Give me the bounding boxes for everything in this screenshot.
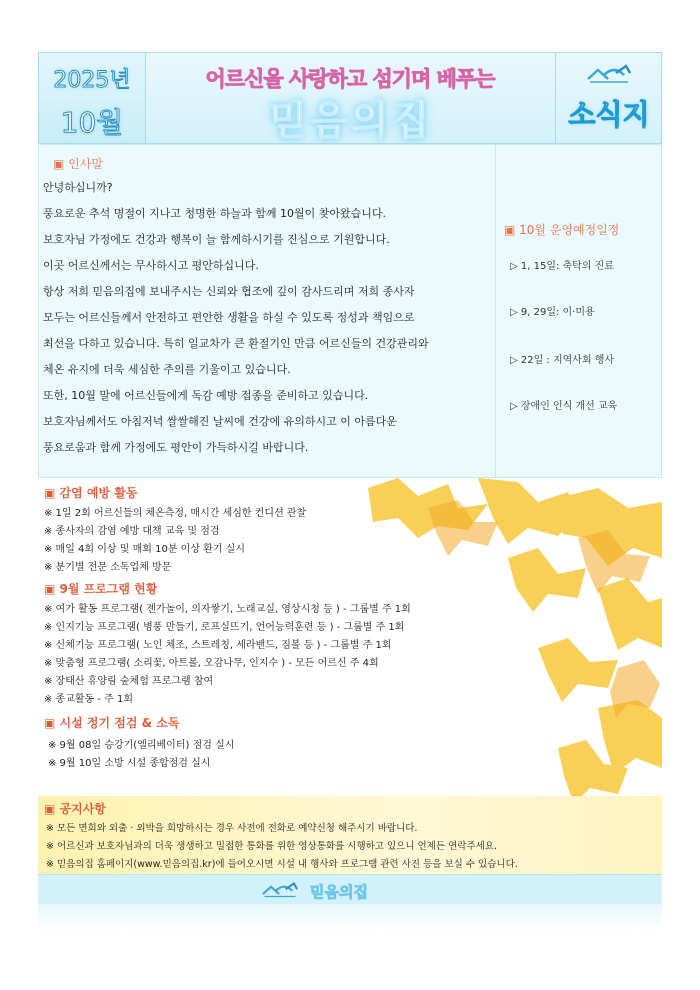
footer-name: 믿음의집	[310, 883, 368, 901]
greeting-section	[38, 144, 662, 478]
schedule-item: ▷ 1, 15일: 축탁의 진료	[510, 261, 614, 272]
greeting-line: 또한, 10월 말에 어르신들에게 독감 예방 접종을 준비하고 있습니다.	[43, 389, 369, 402]
schedule-box	[496, 145, 661, 477]
notice-item: ※ 어르신과 보호자님과의 더욱 생생하고 밀접한 통화를 위한 영상통화를 시행하고 있으니 언제든 연락주세요.	[46, 841, 498, 852]
facility-title: 믿음의집	[268, 98, 432, 144]
greeting-line: 최선을 다하고 있습니다. 특히 일교차가 큰 환절기인 만큼 어르신들의 건강관리와	[43, 337, 429, 350]
greeting-line: 항상 저희 믿음의집에 보내주시는 신뢰와 협조에 깊이 감사드리며 저희 종사자	[43, 285, 415, 298]
greeting-line: 풍요로움과 함께 가정에도 평안이 가득하시길 바랍니다.	[43, 441, 309, 454]
greeting-box	[39, 145, 496, 477]
greeting-line: 보호자님 가정에도 건강과 행복이 늘 함께하시기를 진심으로 기원합니다.	[43, 233, 390, 246]
schedule-heading: ▣ 10월 운영예정일정	[504, 223, 620, 237]
infection-item: ※ 종사자의 감염 예방 대책 교육 및 점검	[44, 526, 220, 537]
greeting-line: 안녕하십니까?	[43, 181, 113, 194]
greeting-line: 이곳 어르신께서는 무사하시고 평안하십니다.	[43, 259, 259, 272]
date-block	[39, 53, 146, 143]
newsletter-footer	[38, 874, 662, 905]
greeting-line: 체온 유지에 더욱 세심한 주의를 기울이고 있습니다.	[43, 363, 291, 376]
program-item: ※ 신체기능 프로그램( 노인 체조, 스트레칭, 세라밴드, 짐볼 등 ) - 그룹별 주 1회	[44, 640, 392, 651]
house-roof-logo-icon	[586, 63, 632, 85]
activities-section	[38, 478, 662, 874]
program-item: ※ 맞춤형 프로그램( 소리꽃, 아트볼, 오감나무, 인지수 ) - 모든 어르신 주 4회	[44, 658, 379, 669]
newsletter-page	[38, 52, 662, 932]
slogan: 어르신을 사랑하고 섬기며 베푸는	[205, 67, 495, 91]
infection-heading: ▣ 감염 예방 활동	[44, 486, 138, 500]
program-item: ※ 여가 활동 프로그램( 젠가놀이, 의자쌓기, 노래교실, 영상시청 등 ) - 그룹별 주 1회	[44, 604, 411, 615]
newsletter-label: 소식지	[568, 98, 650, 131]
notice-heading: ▣ 공지사항	[44, 802, 106, 816]
program-heading: ▣ 9월 프로그램 현황	[44, 582, 158, 596]
facility-item: ※ 9월 08일 승강기(엘리베이터) 점검 실시	[48, 740, 235, 751]
program-item: ※ 종교활동 - 주 1회	[44, 694, 134, 705]
infection-item: ※ 1일 2회 어르신들의 체온측정, 매시간 세심한 컨디션 관찰	[44, 508, 307, 519]
program-item: ※ 인지기능 프로그램( 병풍 만들기, 로프실뜨기, 언어능력훈련 등 ) - 그룹별 주 1회	[44, 622, 405, 633]
notice-item: ※ 모든 면회와 외출 · 외박을 희망하시는 경우 사전에 전화로 예약신청 해주시기 바랍니다.	[46, 823, 418, 834]
year-label: 2025년	[53, 68, 131, 93]
greeting-line: 풍요로운 추석 명절이 지나고 청명한 하늘과 함께 10월이 찾아왔습니다.	[43, 207, 386, 220]
facility-heading: ▣ 시설 정기 점검 & 소독	[44, 716, 180, 730]
footer-fade	[38, 904, 662, 932]
newsletter-block	[555, 53, 662, 143]
schedule-item: ▷ 22일 : 지역사회 행사	[510, 355, 615, 366]
schedule-item: ▷ 9, 29일: 이·미용	[510, 307, 595, 318]
title-block	[145, 53, 555, 143]
greeting-heading: ▣ 인사말	[53, 157, 103, 171]
infection-item: ※ 매일 4회 이상 및 매회 10분 이상 환기 실시	[44, 544, 245, 555]
schedule-item: ▷ 장애인 인식 개선 교육	[510, 401, 618, 412]
program-item: ※ 장태산 휴양림 숲체험 프로그램 참여	[44, 676, 214, 687]
newsletter-header	[38, 52, 662, 144]
facility-item: ※ 9월 10일 소방 시설 종합점검 실시	[48, 758, 211, 769]
month-label: 10월	[60, 106, 124, 139]
infection-item: ※ 분기별 전문 소독업체 방문	[44, 562, 172, 573]
house-roof-logo-icon	[260, 881, 300, 899]
greeting-line: 보호자님께서도 아침저녁 쌀쌀해진 날씨에 건강에 유의하시고 이 아름다운	[43, 415, 397, 428]
notice-item: ※ 믿음의집 홈페이지(www.믿음의집.kr)에 들어오시면 시설 내 행사와 프로그램 관련 사진 등을 보실 수 있습니다.	[46, 859, 518, 870]
greeting-line: 모두는 어르신들께서 안전하고 편안한 생활을 하실 수 있도록 정성과 책임으로	[43, 311, 415, 324]
